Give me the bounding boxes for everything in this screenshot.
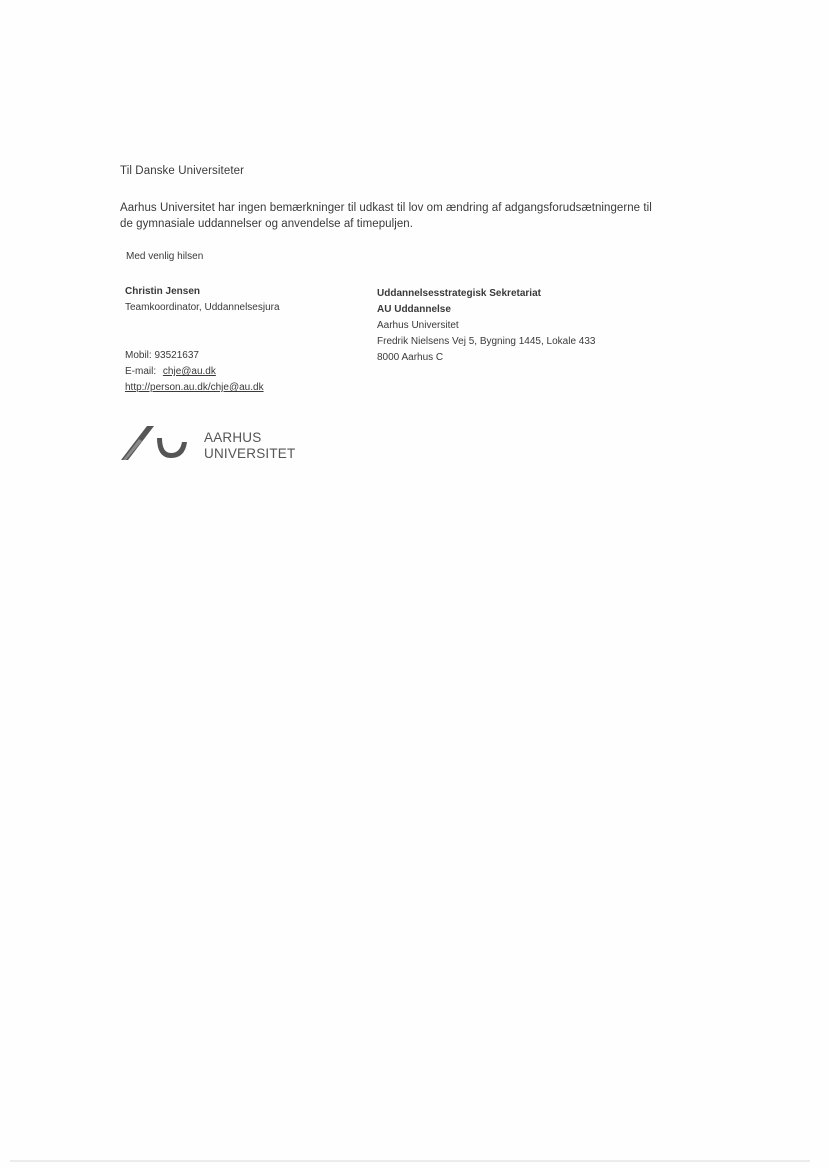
office-block — [377, 286, 595, 366]
aarhus-university-logo — [119, 424, 309, 468]
email-label: E-mail: — [125, 366, 157, 377]
sender-name: Christin Jensen — [125, 286, 201, 297]
au-seal-icon — [119, 424, 199, 468]
contact-block — [125, 348, 264, 396]
email-link[interactable]: chje@au.dk — [162, 366, 216, 377]
office-unit: Uddannelsesstrategisk Sekretariat — [377, 288, 541, 299]
office-institution: Aarhus Universitet — [377, 320, 459, 331]
sender-block — [125, 284, 280, 316]
body-line-1: Aarhus Universitet har ingen bemærkninger til udkast til lov om ændring af adgangsforudsætningerne til — [120, 202, 652, 214]
logo-wordmark — [204, 430, 295, 462]
page-bottom-edge — [10, 1160, 810, 1162]
recipient-line: Til Danske Universiteter — [120, 165, 245, 177]
sender-title: Teamkoordinator, Uddannelsesjura — [125, 302, 280, 313]
mobile-number: Mobil: 93521637 — [125, 350, 199, 361]
greeting: Med venlig hilsen — [126, 251, 204, 262]
body-line-2: de gymnasiale uddannelser og anvendelse af timepuljen. — [120, 218, 413, 230]
office-department: AU Uddannelse — [377, 304, 451, 315]
logo-line-2: UNIVERSITET — [204, 446, 296, 461]
profile-url-link[interactable]: http://person.au.dk/chje@au.dk — [125, 382, 264, 393]
office-postal: 8000 Aarhus C — [377, 352, 444, 363]
letter-body — [120, 200, 740, 232]
logo-line-1: AARHUS — [204, 430, 262, 445]
email-row — [125, 364, 264, 380]
office-address: Fredrik Nielsens Vej 5, Bygning 1445, Lokale 433 — [377, 336, 596, 347]
